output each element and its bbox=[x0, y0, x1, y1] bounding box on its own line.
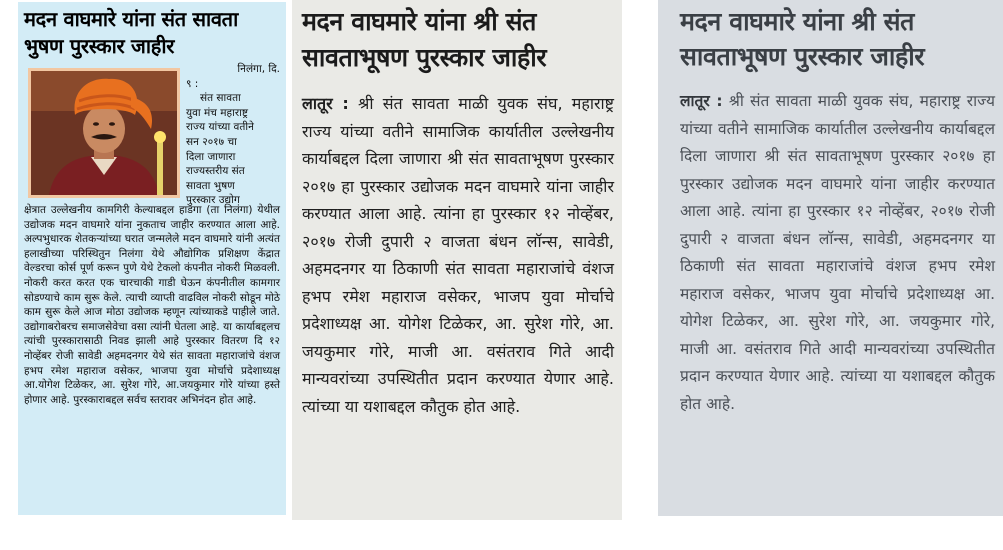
portrait-illustration bbox=[31, 71, 177, 195]
side-line: युवा मंच महाराष्ट्र bbox=[186, 106, 248, 119]
portrait-photo bbox=[28, 68, 180, 198]
photo-row bbox=[24, 62, 280, 207]
clipping-headline: मदन वाघमारे यांना श्री संत सावताभूषण पुरस्कार जाहीर bbox=[680, 7, 925, 71]
news-clipping-right bbox=[658, 0, 1003, 516]
clipping-body bbox=[680, 88, 995, 418]
news-clipping-left bbox=[18, 2, 286, 515]
side-line: संत सावता bbox=[200, 92, 241, 105]
clipping-body bbox=[302, 90, 614, 420]
clipping-text: श्री संत सावता माळी युवक संघ, महाराष्ट्र राज्य यांच्या वतीने सामाजिक कार्यातील उल्लेखनीय कार्याबद्दल दिला जाणारा श्री संत सावताभूषण पुरस्कार २०१७ हा पुरस्कार उद्योजक मदन वाघमारे यांना जाहीर करण्यात आला आहे. त्यांना हा पुरस्कार १२ नोव्हेंबर, २०१७ रोजी दुपारी २ वाजता बंधन लॉन्स, सावेडी, अहमदनगर या ठिकाणी संत सावता महाराजांचे वंशज हभप रमेश महाराज वसेकर, भाजप युवा मोर्चाचे प्रदेशाध्यक्ष आ. योगेश टिळेकर, आ. सुरेश गोरे, आ. जयकुमार गोरे, माजी आ. वसंतराव गिते आदी मान्यवरांच्या उपस्थितीत प्रदान करण्यात येणार आहे. त्यांच्या या यशाबद्दल कौतुक होत आहे. bbox=[302, 94, 615, 416]
side-line: सावता भुषण bbox=[186, 179, 235, 192]
side-line: ९ : bbox=[186, 77, 199, 90]
dateline: निलंगा, दि. bbox=[237, 63, 280, 75]
dateline: लातूर : bbox=[680, 92, 723, 110]
clipping-text: श्री संत सावता माळी युवक संघ, महाराष्ट्र राज्य यांच्या वतीने सामाजिक कार्यातील उल्लेखनीय कार्याबद्दल दिला जाणारा श्री संत सावताभूषण पुरस्कार २०१७ हा पुरस्कार उद्योजक मदन वाघमारे यांना जाहीर करण्यात आला आहे. त्यांना हा पुरस्कार १२ नोव्हेंबर, २०१७ रोजी दुपारी २ वाजता बंधन लॉन्स, सावेडी, अहमदनगर या ठिकाणी संत सावता महाराजांचे वंशज हभप रमेश महाराज वसेकर, भाजप युवा मोर्चाचे प्रदेशाध्यक्ष आ. योगेश टिळेकर, आ. सुरेश गोरे, आ. जयकुमार गोरे, माजी आ. वसंतराव गिते आदी मान्यवरांच्या उपस्थितीत प्रदान करण्यात येणार आहे. त्यांच्या या यशाबद्दल कौतुक होत आहे. bbox=[680, 92, 995, 413]
side-line: राज्य यांच्या वतीने bbox=[186, 121, 254, 134]
clipping-body: क्षेत्रात उल्लेखनीय कामगिरी केल्याबद्दल हाडगा (ता निलंगा) येथील उद्योजक मदन वाघमारे यांना नुकताच जाहीर करण्यात आला आहे. अल्पभुधारक शेतकऱ्यांच्या घरात जन्मलेले मदन वाघमारे यांनी अत्यंत हलाखीच्या परिस्थितुन निलंगा येथे औद्योगिक प्रशिक्षण केंद्रात वेल्डरचा कोर्स पूर्ण करून पुणे येथे टेकलो कंपनीत नोकरी मिळवली. नोकरी करत करत एक चारचाकी गाडी घेऊन कंपनीतील कामगार सोडण्याचे काम सुरू केले. त्याची व्याप्ती वाढविल नोकरी सोडून मोठे काम सुरू केले आज मोठा उद्योजक म्हणून त्यांच्याकडे पाहीले जाते. उद्योगाबरोबरच समाजसेवेचा वसा त्यांनी घेतला आहे. या कार्याबद्दलच त्यांची पुरस्कारासाठी निवड झाली आहे पुरस्कार वितरण दि १२ नोव्हेंबर रोजी सावेडी अहमदनगर येथे संत सावता महाराजांचे वंशज हभप रमेश महाराज वसेकर, भाजपा युवा मोर्चाचे प्रदेशाध्यक्ष आ.योगेश टिळेकर, आ. सुरेश गोरे, आ.जयकुमार गोरे यांच्या हस्ते होणार आहे. पुरस्काराबद्दल सर्वच स्तरावर अभिनंदन होत आहे. bbox=[24, 204, 280, 406]
side-line: राज्यस्तरीय संत bbox=[186, 165, 245, 178]
news-clipping-middle bbox=[292, 0, 622, 520]
clipping-headline: मदन वाघमारे यांना श्री संत सावताभूषण पुरस्कार जाहीर bbox=[302, 7, 547, 72]
side-line: दिला जाणारा bbox=[186, 150, 236, 163]
side-line: पुरस्कार उद्योग bbox=[186, 194, 240, 207]
side-line: सन २०१७ चा bbox=[186, 135, 237, 148]
side-column bbox=[186, 62, 280, 208]
dateline: लातूर : bbox=[302, 94, 349, 113]
clipping-headline: मदन वाघमारे यांना संत सावता भुषण पुरस्कार जाहीर bbox=[24, 7, 238, 58]
